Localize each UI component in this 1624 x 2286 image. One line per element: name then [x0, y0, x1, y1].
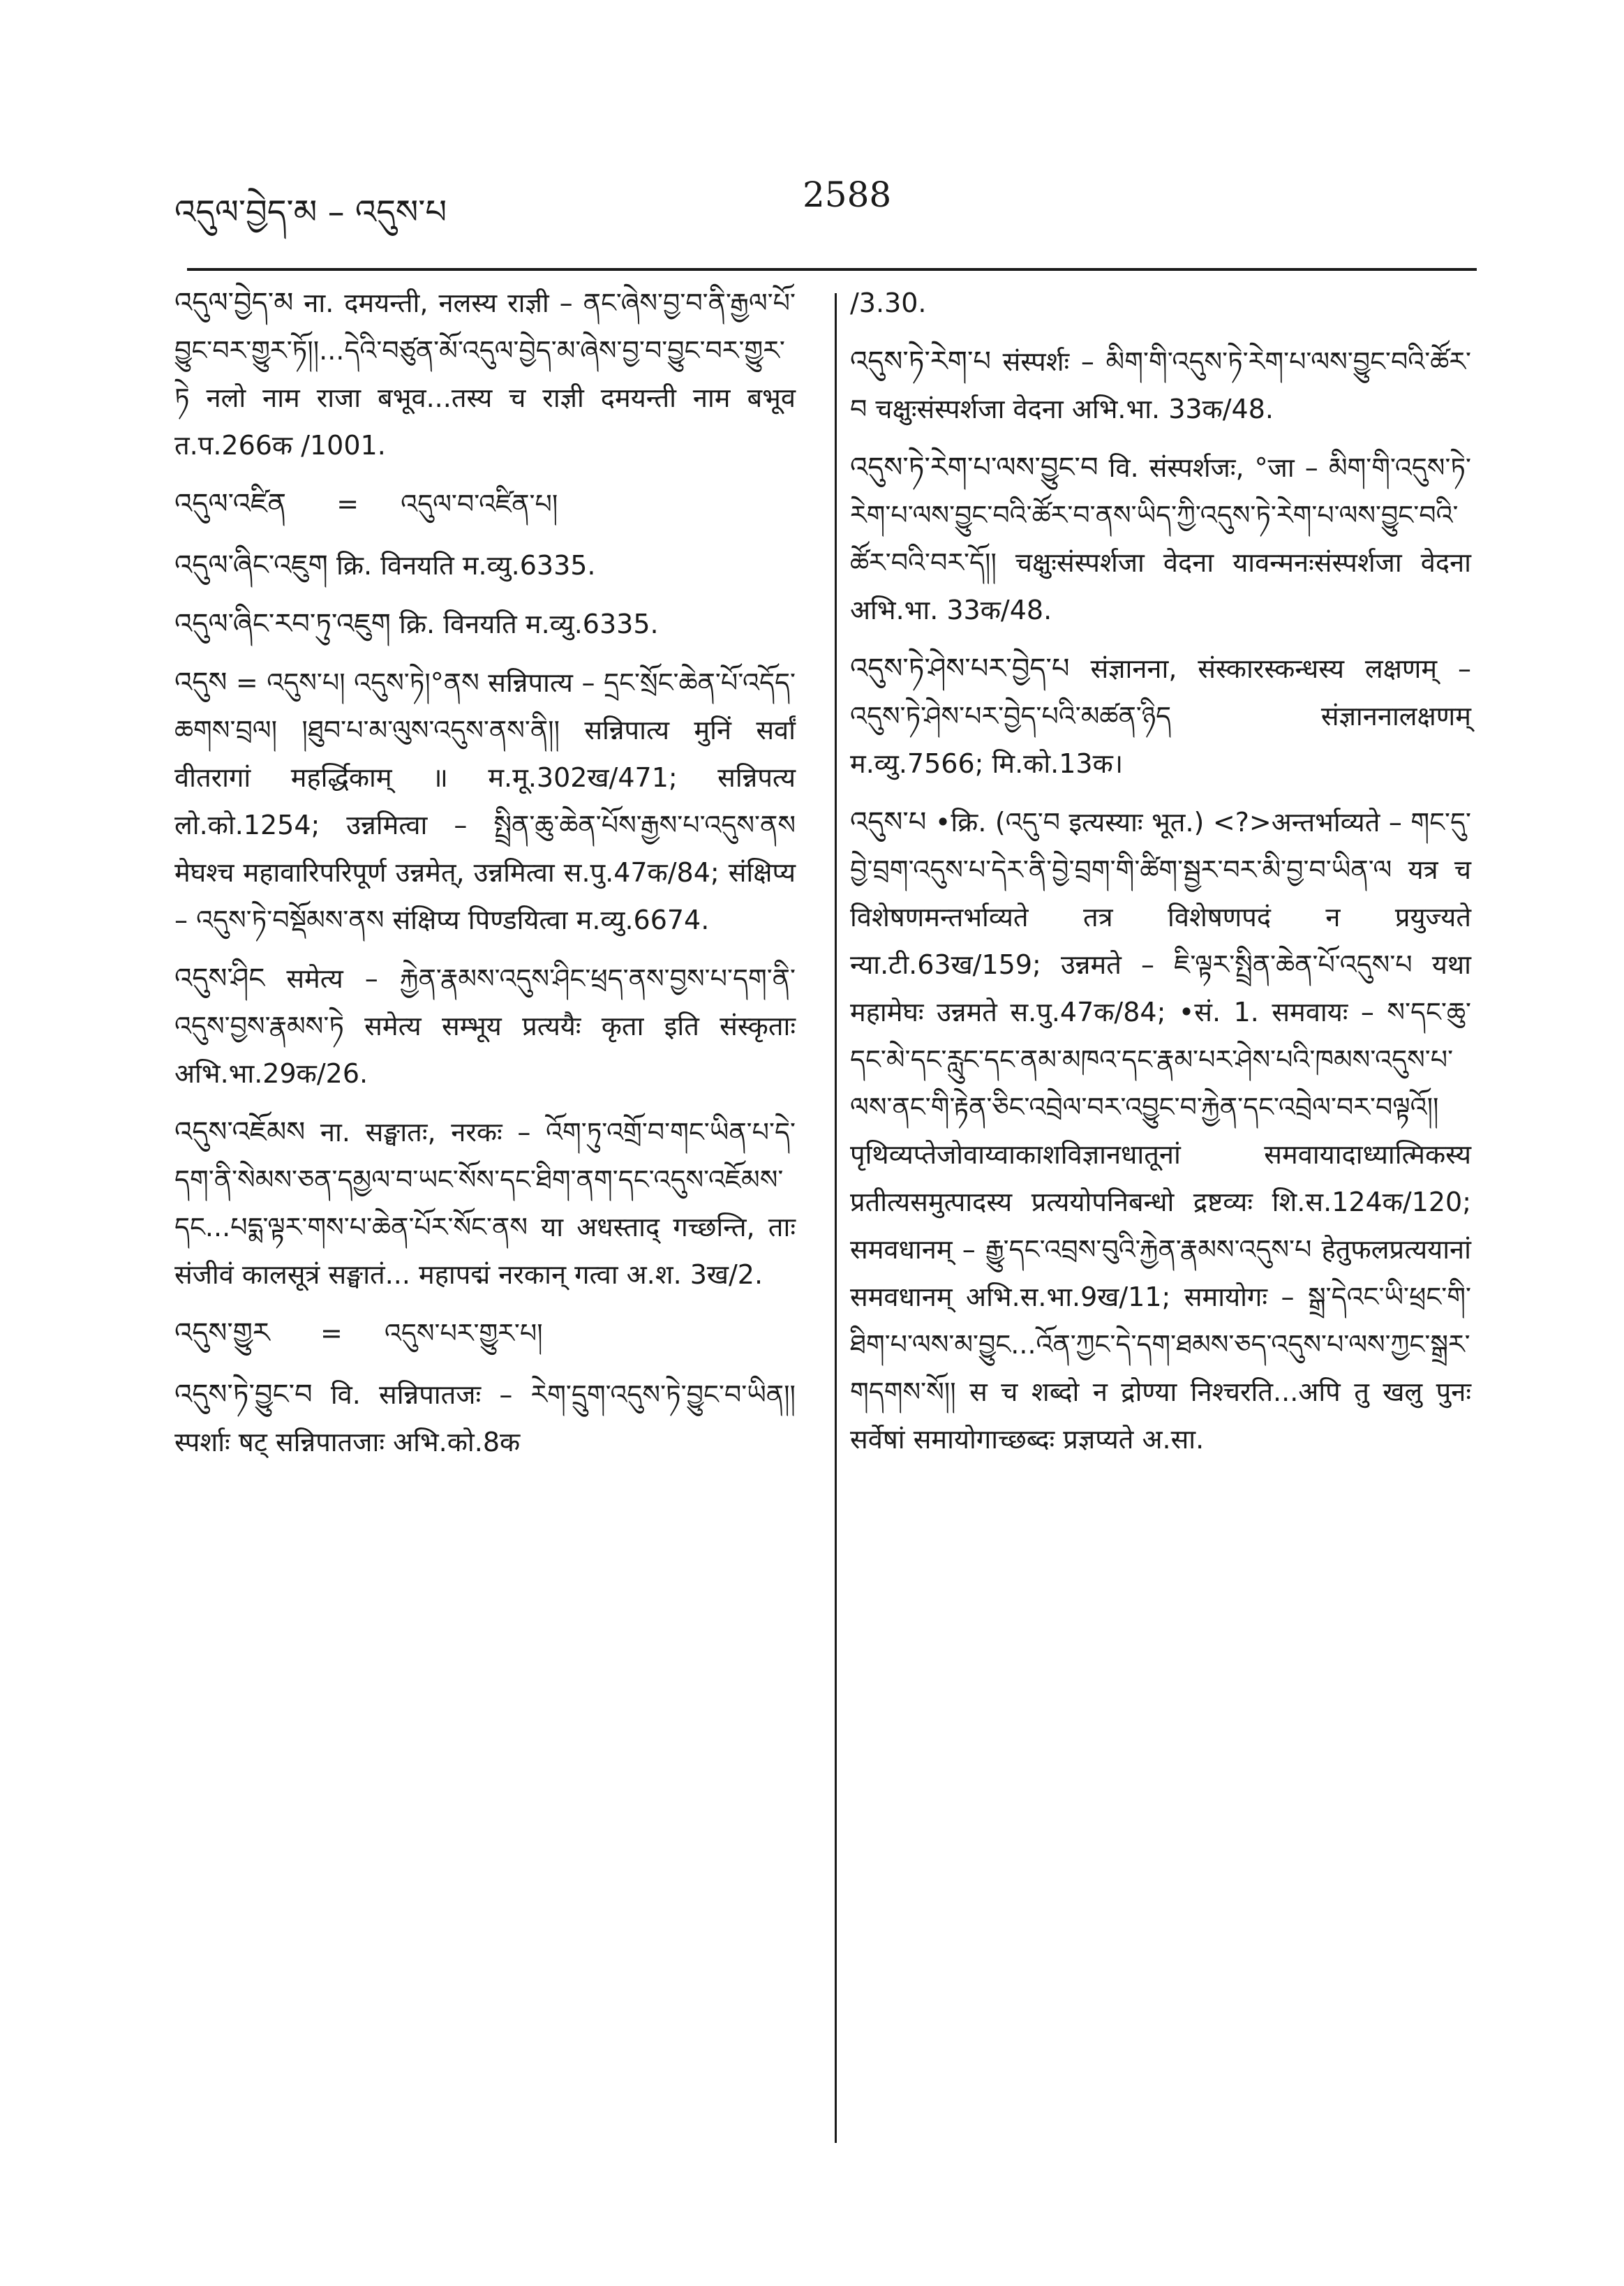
entry-headword: འདུས་པ	[850, 806, 927, 838]
entry-definition: क्रि. विनयति म.व्यु.6335.	[399, 609, 659, 639]
entry-headword: འདུལ་ཞིང་འཇུག	[174, 549, 328, 581]
dictionary-entry	[174, 1309, 796, 1357]
dictionary-entry	[174, 279, 796, 469]
dictionary-entry	[850, 645, 1471, 787]
entry-definition: •क्रि. (འདུ་བ इत्यस्याः भूत.) <?>अन्तर्भाव्यते – གང་དུ་བྱེ་བྲག་འདུས་པ་དེར་ནི་བྱེ་བྲག་གི་ཚིག་སྦྱར་བར་མི་བྱ་བ་ཡིན་ལ यत्र च विशेषणमन्तर्भाव्यते तत्र विशेषणपदं न प्रयुज्यते न्या.टी.63ख/159; उन्नमते – ཇི་ལྟར་སྤྲིན་ཆེན་པོ་འདུས་པ यथा महामेघः उन्नमते स.पु.47क/84; •सं. 1. समवायः – ས་དང་ཆུ་དང་མེ་དང་རླུང་དང་ནམ་མཁའ་དང་རྣམ་པར་ཤེས་པའི་ཁམས་འདུས་པ་ལས་ནང་གི་རྟེན་ཅིང་འབྲེལ་བར་འབྱུང་བ་རྐྱེན་དང་འབྲེལ་བར་བལྟའོ།། पृथिव्यप्तेजोवाय्वाकाशविज्ञानधातूनां समवायादाध्यात्मिकस्य प्रतीत्यसमुत्पादस्य प्रत्ययोपनिबन्धो द्रष्टव्यः शि.स.124क/120; समवधानम् – རྒྱུ་དང་འབྲས་བུའི་རྐྱེན་རྣམས་འདུས་པ हेतुफलप्रत्ययानां समवधानम् अभि.स.भा.9ख/11; समायोगः – སྒྲ་དེའང་ཡི་ཕྲང་གི་ཐིག་པ་ལས་མ་བྱུང...འོན་ཀྱང་དེ་དག་ཐམས་ཅད་འདུས་པ་ལས་ཀྱང་སྒྲར་གདགས་སོ།། स च शब्दो न द्रोण्या निश्चरति...अपि तु खलु पुनः सर्वेषां समायोगाच्छब्दः प्रज्ञप्यते अ.सा.	[850, 807, 1471, 1455]
entry-definition: འདུལ་བ་འཛིན་པ།	[401, 489, 558, 519]
entry-definition: वि. सन्निपातजः – རེག་དྲུག་འདུས་ཏེ་བྱུང་བ་ཡིན།། स्पर्शाः षट् सन्निपातजाः अभि.को.8क	[174, 1379, 796, 1457]
entry-definition: /3.30.	[850, 288, 927, 318]
dictionary-entry	[174, 955, 796, 1097]
entry-headword: འདུལ་བྱེད་མ	[174, 287, 294, 319]
dictionary-entry-continuation	[850, 279, 1471, 327]
entry-headword: འདུས་ཏེ་རེག་པ	[850, 346, 991, 378]
dictionary-entry	[850, 338, 1471, 433]
entry-definition: समेत्य – རྐྱེན་རྣམས་འདུས་ཤིང་ཕྲད་ནས་བྱས་པ་དག་ནི་འདུས་བྱས་རྣམས་ཏེ समेत्य सम्भूय प्रत्ययैः कृता इति संस्कृताः अभि.भा.29क/26.	[174, 963, 796, 1089]
entry-headword: འདུས་ཏེ་ཤེས་པར་བྱེད་པ	[850, 653, 1070, 685]
entry-headword: འདུས་གྱུར	[174, 1317, 270, 1349]
entry-headword: འདུལ་འཛིན	[174, 488, 287, 520]
entry-headword: འདུས་འཇོམས	[174, 1116, 306, 1148]
entry-definition: ना. सङ्घातः, नरकः – འོག་ཏུ་འགྲོ་བ་གང་ཡིན་པ་དེ་དག་ནི་སེམས་ཅན་དམྱལ་བ་ཡང་སོས་དང་ཐིག་ནག་དང་འདུས་འཇོམས་དང...པདྨ་ལྟར་གས་པ་ཆེན་པོར་སོང་ནས या अधस्ताद् गच्छन्ति, ताः संजीवं कालसूत्रं सङ्घातं... महापद्मं नरकान् गत्वा अ.श. 3ख/2.	[174, 1117, 796, 1290]
entry-definition: = འདུས་པ། འདུས་ཏེ།°ནས सन्निपात्य – དྲང་སྲོང་ཆེན་པོ་འདོད་ཆགས་བྲལ། །ཐུབ་པ་མ་ལུས་འདུས་ནས་ནི།། सन्निपात्य मुनिं सर्वां वीतरागां महर्द्धिकाम् ॥ म.मू.302ख/471; सन्निपत्य लो.को.1254; उन्नमित्वा – སྤྲིན་ཆུ་ཆེན་པོས་རྒྱས་པ་འདུས་ནས मेघश्च महावारिपरिपूर्ण उन्नमेत्, उन्नमित्वा स.पु.47क/84; संक्षिप्य – འདུས་ཏེ་བསྡོམས་ནས संक्षिप्य पिण्डयित्वा म.व्यु.6674.	[174, 667, 796, 935]
entry-definition: འདུས་པར་གྱུར་པ།	[384, 1318, 543, 1349]
entry-headword: འདུས་ཏེ་རེག་པ་ལས་བྱུང་བ	[850, 452, 1098, 484]
entry-definition: ना. दमयन्ती, नलस्य राज्ञी – ནང་ཞེས་བྱ་བ་ནི་རྒྱལ་པོ་བྱུང་བར་གྱུར་ཏོ།།...དེའི་བཙུན་མོ་འདུལ་བྱེད་མ་ཞེས་བྱ་བ་བྱུང་བར་གྱུར་ཏེ नलो नाम राजा बभूव...तस्य च राज्ञी दमयन्ती नाम बभूव त.प.266क /1001.	[174, 288, 796, 461]
entry-headword: འདུས་ཏེ་བྱུང་བ	[174, 1379, 313, 1411]
entry-definition: क्रि. विनयति म.व्यु.6335.	[336, 550, 596, 581]
dictionary-entry	[174, 1371, 796, 1466]
dictionary-entry	[174, 480, 796, 528]
entry-headword: འདུས་ཤིང	[174, 963, 265, 995]
running-head: འདུལ་བྱེད་མ – འདུས་པ	[174, 193, 447, 232]
entry-definition: संज्ञानना, संस्कारस्कन्धस्य लक्षणम् – འདུས་ཏེ་ཤེས་པར་བྱེད་པའི་མཚན་ཉིད संज्ञाननालक्षणम् म.व्यु.7566; मि.को.13क।	[850, 653, 1471, 779]
page-header	[174, 161, 1473, 244]
dictionary-entry	[850, 799, 1471, 1463]
dictionary-entry	[174, 542, 796, 589]
dictionary-entry	[174, 1108, 796, 1298]
column-divider	[835, 293, 837, 2143]
dictionary-entry	[174, 659, 796, 944]
right-column	[850, 279, 1471, 1474]
equals-sign: =	[336, 489, 359, 519]
entry-headword: འདུས	[174, 667, 228, 699]
dictionary-entry	[850, 444, 1471, 634]
left-column	[174, 279, 796, 1477]
page-number: 2588	[803, 175, 892, 215]
equals-sign: =	[320, 1318, 343, 1349]
entry-definition: संस्पर्शः – མིག་གི་འདུས་ཏེ་རེག་པ་ལས་བྱུང་བའི་ཚོར་བ चक्षुःसंस्पर्शजा वेदना अभि.भा. 33क/48.	[850, 346, 1471, 424]
header-rule	[187, 268, 1477, 271]
entry-definition: वि. संस्पर्शजः, °जा – མིག་གི་འདུས་ཏེ་རེག་པ་ལས་བྱུང་བའི་ཚོར་བ་ནས་ཡིད་ཀྱི་འདུས་ཏེ་རེག་པ་ལས་བྱུང་བའི་ཚོར་བའི་བར་དོ།། चक्षुःसंस्पर्शजा वेदना यावन्मनःसंस्पर्शजा वेदना अभि.भा. 33क/48.	[850, 452, 1471, 625]
entry-headword: འདུལ་ཞིང་རབ་ཏུ་འཇུག	[174, 608, 391, 640]
dictionary-entry	[174, 600, 796, 648]
